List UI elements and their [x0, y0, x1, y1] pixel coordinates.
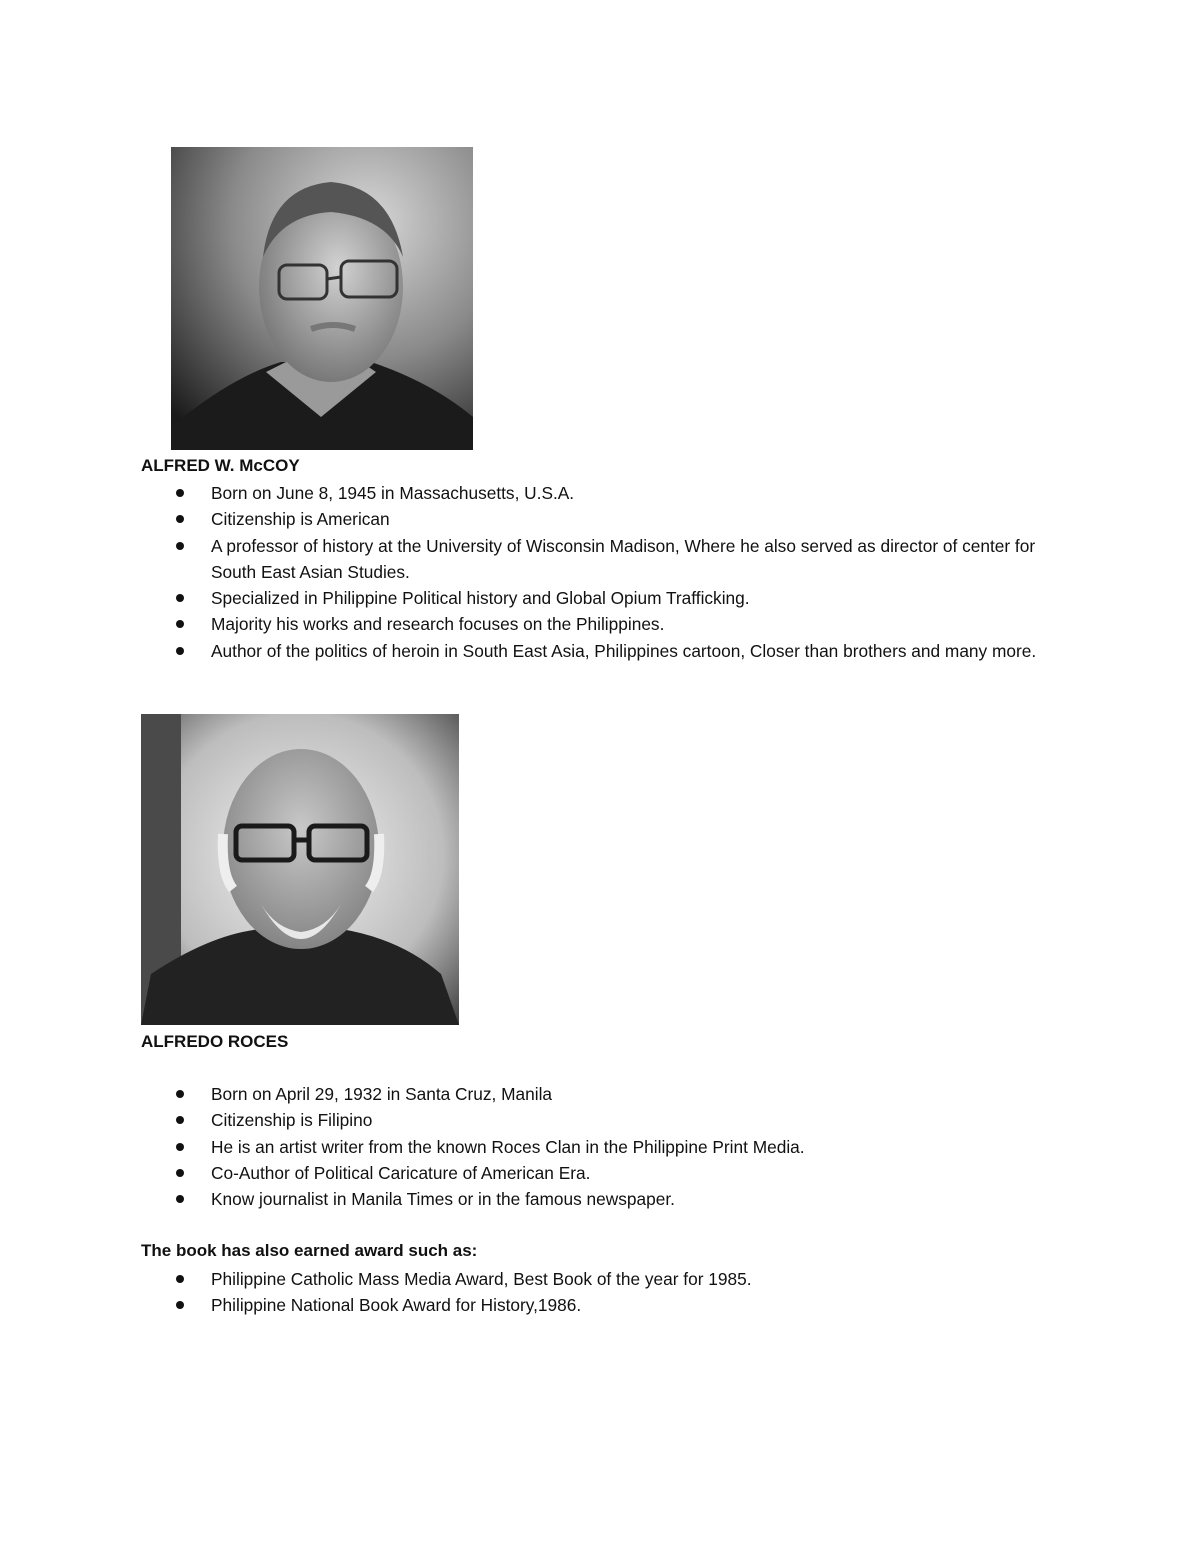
bullet-icon	[176, 1116, 184, 1124]
bullet-icon	[176, 620, 184, 628]
list-item: Specialized in Philippine Political history and Global Opium Trafficking.	[141, 585, 1081, 611]
list-item: Co-Author of Political Caricature of American Era.	[141, 1160, 1081, 1186]
list-item: Born on June 8, 1945 in Massachusetts, U.S.A.	[141, 480, 1081, 506]
list-item: A professor of history at the University of Wisconsin Madison, Where he also served as director of center for South East Asian Studies.	[141, 533, 1081, 586]
awards-heading: The book has also earned award such as:	[141, 1241, 478, 1260]
bullet-icon	[176, 1275, 184, 1283]
bullet-icon	[176, 647, 184, 655]
list-item: Born on April 29, 1932 in Santa Cruz, Manila	[141, 1081, 1081, 1107]
mccoy-facts-list	[141, 480, 1081, 664]
awards-list	[141, 1266, 1081, 1319]
list-item: Citizenship is American	[141, 506, 1081, 532]
bullet-icon	[176, 1143, 184, 1151]
author-name-mccoy: ALFRED W. McCOY	[141, 456, 300, 475]
bullet-icon	[176, 1195, 184, 1203]
list-item: Majority his works and research focuses on the Philippines.	[141, 611, 1081, 637]
bullet-icon	[176, 594, 184, 602]
list-item: Citizenship is Filipino	[141, 1107, 1081, 1133]
list-item: Philippine Catholic Mass Media Award, Best Book of the year for 1985.	[141, 1266, 1081, 1292]
list-item: Philippine National Book Award for History,1986.	[141, 1292, 1081, 1318]
author-name-roces: ALFREDO ROCES	[141, 1032, 289, 1051]
bullet-icon	[176, 1169, 184, 1177]
bullet-icon	[176, 542, 184, 550]
bullet-icon	[176, 489, 184, 497]
portrait-photo-roces	[141, 714, 459, 1025]
portrait-photo-mccoy	[171, 147, 473, 450]
roces-facts-list	[141, 1081, 1081, 1212]
list-item: He is an artist writer from the known Roces Clan in the Philippine Print Media.	[141, 1134, 1081, 1160]
list-item: Know journalist in Manila Times or in the famous newspaper.	[141, 1186, 1081, 1212]
list-item: Author of the politics of heroin in South East Asia, Philippines cartoon, Closer than brothers and many more.	[141, 638, 1081, 664]
bullet-icon	[176, 1301, 184, 1309]
bullet-icon	[176, 515, 184, 523]
bullet-icon	[176, 1090, 184, 1098]
